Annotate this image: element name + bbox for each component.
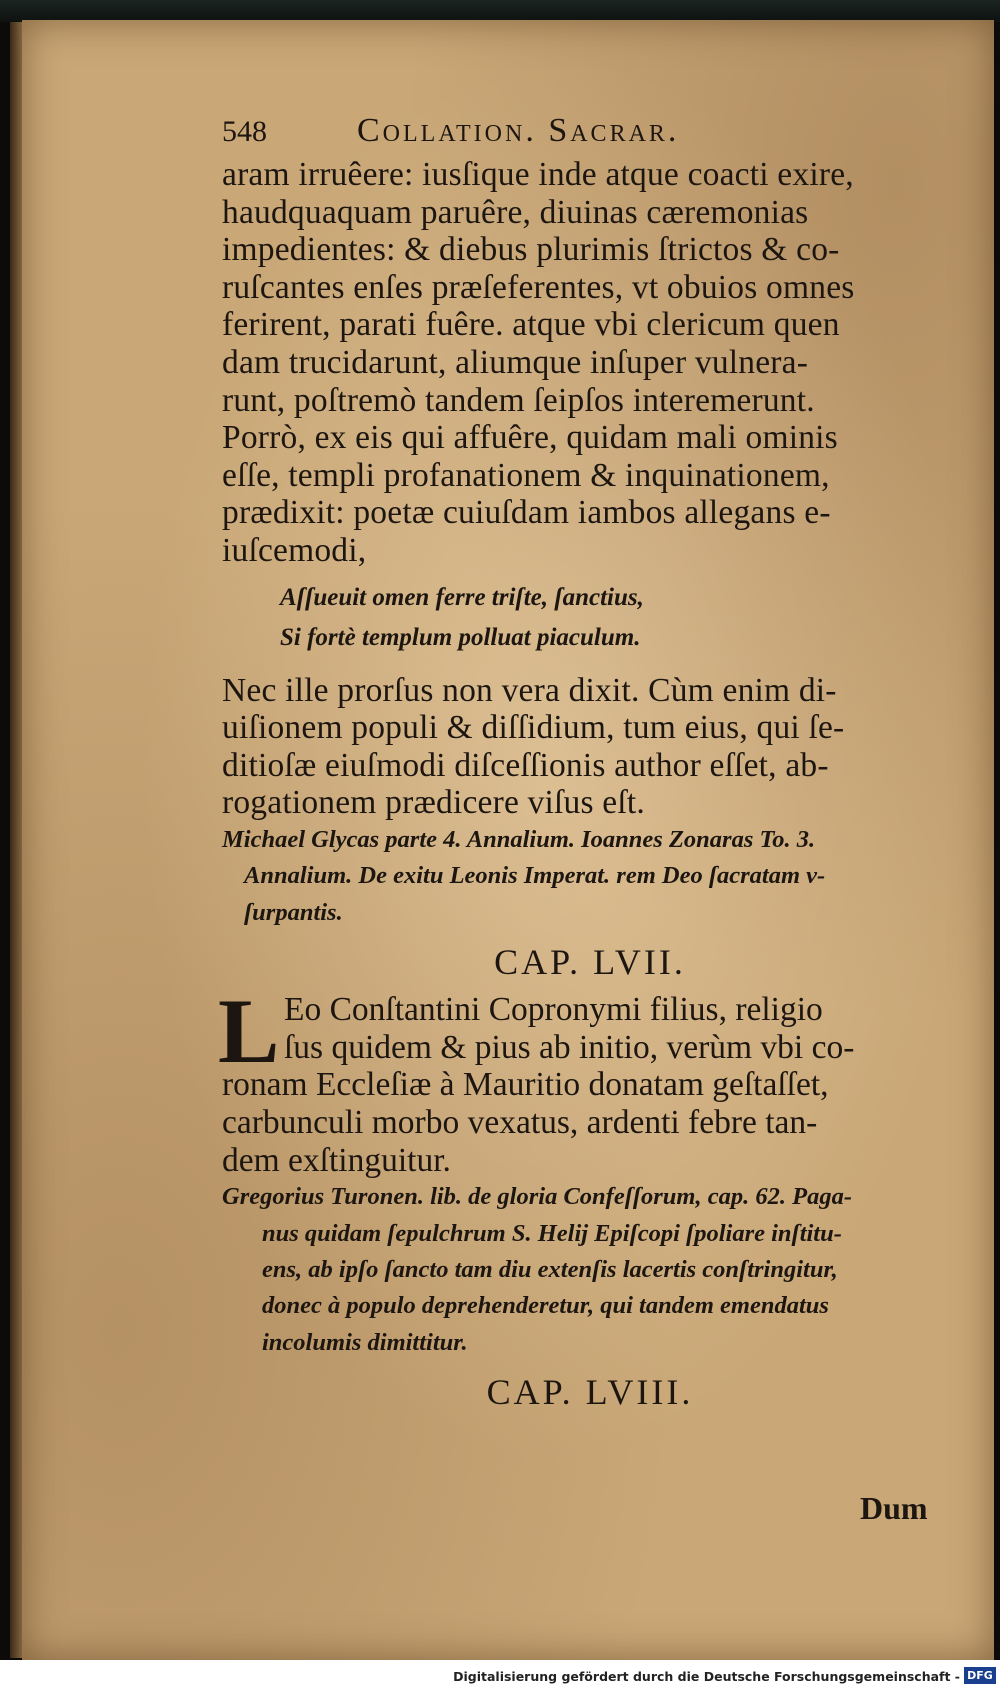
text-line: Eo Conſtantini Copronymi filius, religio — [284, 991, 823, 1029]
chapter-heading-57: CAP. LVII. — [494, 942, 686, 983]
text-block — [218, 112, 958, 1421]
digitization-credit-bar — [0, 1660, 1000, 1698]
note-line: incolumis dimittitur. — [262, 1328, 468, 1356]
note-line: Michael Glycas parte 4. Annalium. Ioannes Zonaras To. 3. — [222, 825, 816, 853]
verse-quotation — [280, 578, 958, 658]
note-line: Annalium. De exitu Leonis Imperat. rem Deo ſacratam v- — [244, 862, 826, 890]
text-line: prædixit: poetæ cuiuſdam iambos allegans e- — [222, 494, 831, 532]
catchword: Dum — [860, 1490, 928, 1526]
text-line: ſus quidem & pius ab initio, verùm vbi co- — [284, 1028, 855, 1066]
text-line: Porrò, ex eis qui affuêre, quidam mali ominis — [222, 419, 838, 457]
text-line: dam trucidarunt, aliumque inſuper vulnera- — [222, 343, 809, 381]
text-line: ferirent, parati fuêre. atque vbi clericum quen — [222, 306, 840, 344]
text-line: rogationem prædicere viſus eſt. — [222, 784, 645, 822]
note-line: ſurpantis. — [244, 898, 343, 926]
verse-line: Aſſueuit omen ferre triſte, ſanctius, — [280, 583, 644, 611]
page-number: 548 — [222, 115, 267, 148]
scan-top-border — [0, 0, 1000, 22]
running-title: Collation. Sacrar. — [357, 112, 680, 149]
text-line: aram irruêere: iusſique inde atque coacti exire, — [222, 156, 854, 193]
text-line: Nec ille prorſus non vera dixit. Cùm enim di- — [222, 671, 837, 709]
drop-capital: L — [218, 980, 280, 1083]
dfg-logo: DFG — [964, 1667, 996, 1684]
source-note-2 — [222, 1179, 958, 1361]
text-line: ruſcantes enſes præſeferentes, vt obuios omnes — [222, 268, 855, 306]
credit-text: Digitalisierung gefördert durch die Deutsche Forschungsgemeinschaft - — [453, 1669, 960, 1684]
text-line: uiſionem populi & diſſidium, tum eius, qui ſe- — [222, 709, 845, 747]
paragraph-3 — [218, 980, 958, 1179]
source-note-1 — [222, 822, 958, 931]
text-line: dem exſtinguitur. — [222, 1141, 451, 1179]
note-line: nus quidam ſepulchrum S. Helij Epiſcopi ſpoliare inſtitu- — [262, 1219, 842, 1247]
paragraph-2 — [222, 672, 958, 822]
text-line: carbunculi morbo vexatus, ardenti febre tan- — [222, 1103, 818, 1141]
paragraph-1 — [222, 156, 958, 570]
text-line: impedientes: & diebus plurimis ſtrictos & co- — [222, 231, 840, 269]
note-line: Gregorius Turonen. lib. de gloria Confeſſorum, cap. 62. Paga- — [222, 1183, 852, 1211]
text-line: eſſe, templi profanationem & inquinationem, — [222, 456, 830, 494]
chapter-heading-58: CAP. LVIII. — [486, 1372, 694, 1413]
note-line: donec à populo deprehenderetur, qui tandem emendatus — [262, 1292, 829, 1320]
text-line: runt, poſtremò tandem ſeipſos interemerunt. — [222, 381, 815, 419]
running-head — [222, 112, 958, 156]
text-line: iuſcemodi, — [222, 531, 367, 569]
verse-line: Si fortè templum polluat piaculum. — [280, 623, 641, 651]
text-line: haudquaquam paruêre, diuinas cæremonias — [222, 193, 809, 231]
text-line: ditioſæ eiuſmodi diſceſſionis author eſſet, ab- — [222, 746, 829, 784]
note-line: ens, ab ipſo ſancto tam diu extenſis lacertis conſtringitur, — [262, 1255, 838, 1283]
text-line: ronam Eccleſiæ à Mauritio donatam geſtaſſet, — [222, 1066, 829, 1104]
